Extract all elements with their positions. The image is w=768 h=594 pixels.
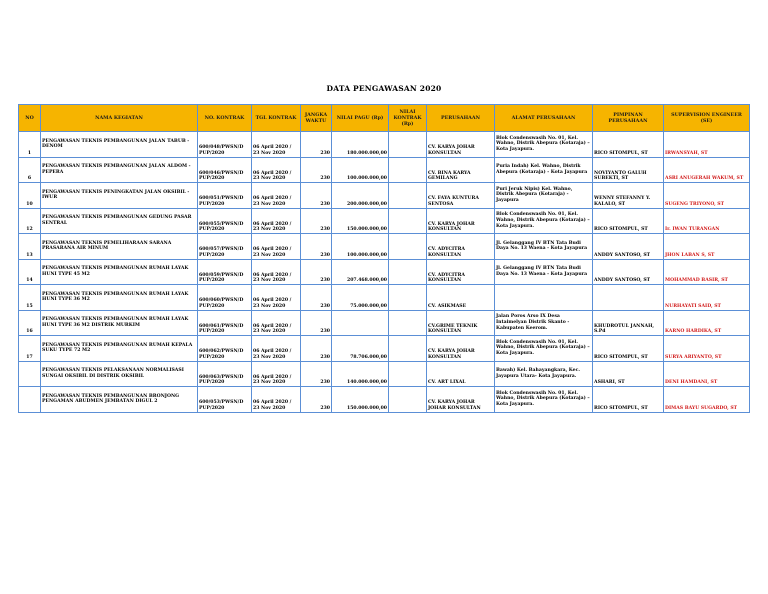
header-row (19, 105, 750, 132)
cell-nilai-pagu (332, 310, 389, 336)
cell-supervision-engineer: JHON LABAN S, ST (664, 234, 750, 260)
cell-pimpinan: RICO SITOMPUL, ST (593, 336, 664, 362)
cell-perusahaan: CV. FAYA KUNTURA SENTOSA (427, 183, 495, 209)
cell-jangka-waktu: 230 (301, 183, 332, 209)
cell-perusahaan: CV. ADYCITRA KONSULTAN (427, 259, 495, 285)
cell-no-kontrak: 600/059/PWSN/D PUP/2020 (198, 259, 252, 285)
cell-nama-kegiatan: PENGAWASAN TEKNIS PEMBANGUNAN RUMAH KEPALA SUKU TYPE 72 M2 (41, 336, 198, 362)
cell-tgl-kontrak: 06 April 2020 / 23 Nov 2020 (252, 259, 301, 285)
header-nilai-pagu: NILAI PAGU (Rp) (332, 105, 389, 132)
cell-no: 17 (19, 336, 41, 362)
cell-nilai-kontrak (389, 387, 427, 413)
cell-nilai-pagu: 140.000.000,00 (332, 361, 389, 387)
cell-nama-kegiatan: PENGAWASAN TEKNIS PENINGKATAN JALAN OKSIBIL - IWUR (41, 183, 198, 209)
cell-nilai-kontrak (389, 234, 427, 260)
cell-nama-kegiatan: PENGAWASAN TEKNIS PEMBANGUNAN GEDUNG PASAR SENTRAL (41, 208, 198, 234)
cell-pimpinan: KHUDROTUL JANNAH, S.Pd (593, 310, 664, 336)
cell-tgl-kontrak: 06 April 2020 / 23 Nov 2020 (252, 310, 301, 336)
table-row (19, 387, 750, 413)
cell-nilai-kontrak (389, 157, 427, 183)
header-no-kontrak: NO. KONTRAK (198, 105, 252, 132)
cell-nilai-pagu: 180.000.000,00 (332, 132, 389, 158)
cell-supervision-engineer: MOHAMMAD BASIR, ST (664, 259, 750, 285)
table-row (19, 157, 750, 183)
cell-no: 15 (19, 285, 41, 311)
cell-perusahaan: CV. ADYCITRA KONSULTAN (427, 234, 495, 260)
header-no: NO (19, 105, 41, 132)
cell-tgl-kontrak: 06 April 2020 / 23 Nov 2020 (252, 183, 301, 209)
cell-nama-kegiatan: PENGAWASAN TEKNIS PEMBANGUNAN BRONJONG PENGAMAN ABUDMEN JEMBATAN DIGUL 2 (41, 387, 198, 413)
cell-jangka-waktu: 230 (301, 132, 332, 158)
cell-alamat: Jl. Gelanggang IV BTN Tata Budi Daya No. 13 Waena - Kota Jayapura (495, 259, 593, 285)
header-pimpinan-perusahaan: PIMPINAN PERUSAHAAN (593, 105, 664, 132)
cell-nilai-pagu: 150.000.000,00 (332, 387, 389, 413)
header-jangka-waktu: JANGKA WAKTU (301, 105, 332, 132)
cell-perusahaan: CV.GRIME TEKNIK KONSULTAN (427, 310, 495, 336)
cell-supervision-engineer: DENI HAMDANI, ST (664, 361, 750, 387)
cell-alamat: Blok Condenswasih No. 01, Kel. Wahno, Distrik Abepura (Kotaraja) – Kota Jayapura. (495, 336, 593, 362)
cell-pimpinan: NOVIYANTO GALUH SUBEKTI, ST (593, 157, 664, 183)
cell-alamat: Jalan Poros Arso IX Desa Intaimelyan Distrik Skanto - Kabupaten Keerom. (495, 310, 593, 336)
table-row (19, 132, 750, 158)
table-row (19, 285, 750, 311)
cell-supervision-engineer: DIMAS BAYU SUGARDO, ST (664, 387, 750, 413)
cell-supervision-engineer: KARNO HARDIKA, ST (664, 310, 750, 336)
table-row (19, 310, 750, 336)
cell-nilai-pagu: 150.000.000,00 (332, 208, 389, 234)
cell-tgl-kontrak: 06 April 2020 / 23 Nov 2020 (252, 132, 301, 158)
supervision-table (18, 104, 750, 413)
cell-nama-kegiatan: PENGAWASAN TEKNIS PEMBANGUNAN RUMAH LAYAK HUNI TYPE 36 M2 DISTRIK MURKIM (41, 310, 198, 336)
cell-perusahaan: CV. KARYA JOHAR KONSULTAN (427, 336, 495, 362)
cell-jangka-waktu: 230 (301, 387, 332, 413)
cell-nilai-kontrak (389, 183, 427, 209)
cell-perusahaan: CV. KARYA JOHAR JOHAR KONSULTAN (427, 387, 495, 413)
cell-nama-kegiatan: PENGAWASAN TEKNIS PEMELIHARAAN SARANA PRASARANA AIR MINUM (41, 234, 198, 260)
cell-no: 6 (19, 157, 41, 183)
cell-alamat (495, 285, 593, 311)
header-tgl-kontrak: TGL KONTRAK (252, 105, 301, 132)
cell-nama-kegiatan: PENGAWASAN TEKNIS PELAKSANAAN NORMALISASI SUNGAI OKSIBIL DI DISTRIK OKSIBIL (41, 361, 198, 387)
cell-no: 14 (19, 259, 41, 285)
cell-tgl-kontrak: 06 April 2020 / 23 Nov 2020 (252, 387, 301, 413)
cell-supervision-engineer: SURYA ARIYANTO, ST (664, 336, 750, 362)
cell-nilai-kontrak (389, 259, 427, 285)
cell-no (19, 361, 41, 387)
cell-no-kontrak: 600/062/PWSN/D PUP/2020 (198, 336, 252, 362)
cell-no-kontrak: 600/051/PWSN/D PUP/2020 (198, 183, 252, 209)
cell-pimpinan: ASHARI, ST (593, 361, 664, 387)
cell-alamat: Puri Jeruk Nipis) Kel. Wahno, Distrik Abepura (Kotaraja) - Jayapura (495, 183, 593, 209)
table-row (19, 259, 750, 285)
cell-pimpinan: WENNY STEFANNY Y. KALALO, ST (593, 183, 664, 209)
cell-nilai-kontrak (389, 310, 427, 336)
cell-nama-kegiatan: PENGAWASAN TEKNIS PEMBANGUNAN RUMAH LAYAK HUNI TYPE 36 M2 (41, 285, 198, 311)
cell-no-kontrak: 600/061/PWSN/D PUP/2020 (198, 310, 252, 336)
cell-jangka-waktu: 230 (301, 234, 332, 260)
table-row (19, 361, 750, 387)
table-row (19, 183, 750, 209)
cell-jangka-waktu: 230 (301, 361, 332, 387)
cell-pimpinan: RICO SITOMPUL, ST (593, 132, 664, 158)
cell-nama-kegiatan: PENGAWASAN TEKNIS PEMBANGUNAN JALAN ALDOM - PEPERA (41, 157, 198, 183)
header-nilai-kontrak: NILAI KONTRAK (Rp) (389, 105, 427, 132)
cell-jangka-waktu: 230 (301, 259, 332, 285)
cell-jangka-waktu: 230 (301, 285, 332, 311)
cell-nilai-kontrak (389, 361, 427, 387)
cell-pimpinan (593, 285, 664, 311)
document-title: DATA PENGAWASAN 2020 (326, 84, 442, 93)
cell-no-kontrak: 600/048/PWSN/D PUP/2020 (198, 132, 252, 158)
cell-tgl-kontrak: 06 April 2020 / 23 Nov 2020 (252, 285, 301, 311)
cell-no: 12 (19, 208, 41, 234)
cell-nilai-pagu: 75.000.000,00 (332, 285, 389, 311)
cell-nilai-kontrak (389, 208, 427, 234)
cell-pimpinan: ANDDY SANTOSO, ST (593, 259, 664, 285)
cell-supervision-engineer: Ir. IWAN TURANGAN (664, 208, 750, 234)
cell-alamat: Blok Condenswasih No. 01, Kel. Wahno, Distrik Abepura (Kotaraja) – Kota Jayapura. (495, 132, 593, 158)
cell-no (19, 387, 41, 413)
cell-no-kontrak: 600/055/PWSN/D PUP/2020 (198, 208, 252, 234)
cell-no: 10 (19, 183, 41, 209)
cell-supervision-engineer: ASRI ANUGERAH WAKUM, ST (664, 157, 750, 183)
cell-supervision-engineer: NURHAYATI SAID, ST (664, 285, 750, 311)
header-nama-kegiatan: NAMA KEGIATAN (41, 105, 198, 132)
cell-nama-kegiatan: PENGAWASAN TEKNIS PEMBANGUNAN RUMAH LAYAK HUNI TYPE 45 M2 (41, 259, 198, 285)
cell-perusahaan: CV. BINA KARYA GEMILANG (427, 157, 495, 183)
cell-no-kontrak: 600/057/PWSN/D PUP/2020 (198, 234, 252, 260)
cell-alamat: Blok Condenswasih No. 01, Kel. Wahno, Distrik Abepura (Kotaraja) – Kota Jayapura. (495, 208, 593, 234)
cell-tgl-kontrak: 06 April 2020 / 23 Nov 2020 (252, 157, 301, 183)
cell-perusahaan: CV. ART LIXAL (427, 361, 495, 387)
cell-nilai-pagu: 200.000.000,00 (332, 183, 389, 209)
cell-tgl-kontrak: 06 April 2020 / 23 Nov 2020 (252, 361, 301, 387)
cell-perusahaan: CV. KARYA JOHAR KONSULTAN (427, 208, 495, 234)
cell-pimpinan: RICO SITOMPUL, ST (593, 208, 664, 234)
cell-nilai-pagu: 207.468.000,00 (332, 259, 389, 285)
cell-nilai-kontrak (389, 336, 427, 362)
cell-no-kontrak: 600/063/PWSN/D PUP/2020 (198, 361, 252, 387)
cell-nilai-pagu: 100.000.000,00 (332, 157, 389, 183)
cell-no: 13 (19, 234, 41, 260)
cell-nilai-pagu: 100.000.000,00 (332, 234, 389, 260)
cell-no: 1 (19, 132, 41, 158)
cell-no: 16 (19, 310, 41, 336)
cell-tgl-kontrak: 06 April 2020 / 23 Nov 2020 (252, 234, 301, 260)
cell-supervision-engineer: IRWANSYAH, ST (664, 132, 750, 158)
header-perusahaan: PERUSAHAAN (427, 105, 495, 132)
cell-no-kontrak: 600/053/PWSN/D PUP/2020 (198, 387, 252, 413)
cell-tgl-kontrak: 06 April 2020 / 23 Nov 2020 (252, 336, 301, 362)
cell-jangka-waktu: 230 (301, 157, 332, 183)
cell-alamat: Jl. Gelanggang IV BTN Tata Budi Daya No. 13 Waena - Kota Jayapura (495, 234, 593, 260)
cell-perusahaan: CV. KARYA JOHAR KONSULTAN (427, 132, 495, 158)
header-supervision-engineer: SUPERVISION ENGINEER (SE) (664, 105, 750, 132)
cell-nilai-pagu: 78.706.000,00 (332, 336, 389, 362)
cell-nilai-kontrak (389, 285, 427, 311)
cell-jangka-waktu: 230 (301, 310, 332, 336)
cell-alamat: Bawah) Kel. Bahayangkara, Kec. Jayapura Utara- Kota Jayapura. (495, 361, 593, 387)
table-row (19, 336, 750, 362)
cell-no-kontrak: 600/046/PWSN/D PUP/2020 (198, 157, 252, 183)
cell-alamat: Puria Indah) Kel. Wahno, Distrik Abepura (Kotaraja) - Kota Jayapura (495, 157, 593, 183)
cell-no-kontrak: 600/060/PWSN/D PUP/2020 (198, 285, 252, 311)
cell-pimpinan: RICO SITOMPUL, ST (593, 387, 664, 413)
cell-pimpinan: ANDDY SANTOSO, ST (593, 234, 664, 260)
table-row (19, 234, 750, 260)
cell-alamat: Blok Condenswasih No. 01, Kel. Wahno, Distrik Abepura (Kotaraja) – Kota Jayapura. (495, 387, 593, 413)
cell-perusahaan: CV. ASIKMASE (427, 285, 495, 311)
cell-nilai-kontrak (389, 132, 427, 158)
cell-jangka-waktu: 230 (301, 208, 332, 234)
table-row (19, 208, 750, 234)
cell-tgl-kontrak: 06 April 2020 / 23 Nov 2020 (252, 208, 301, 234)
cell-supervision-engineer: SUGENG TRIYONO, ST (664, 183, 750, 209)
cell-jangka-waktu: 230 (301, 336, 332, 362)
cell-nama-kegiatan: PENGAWASAN TEKNIS PEMBANGUNAN JALAN TABUB - DENOM (41, 132, 198, 158)
header-alamat-perusahaan: ALAMAT PERUSAHAAN (495, 105, 593, 132)
